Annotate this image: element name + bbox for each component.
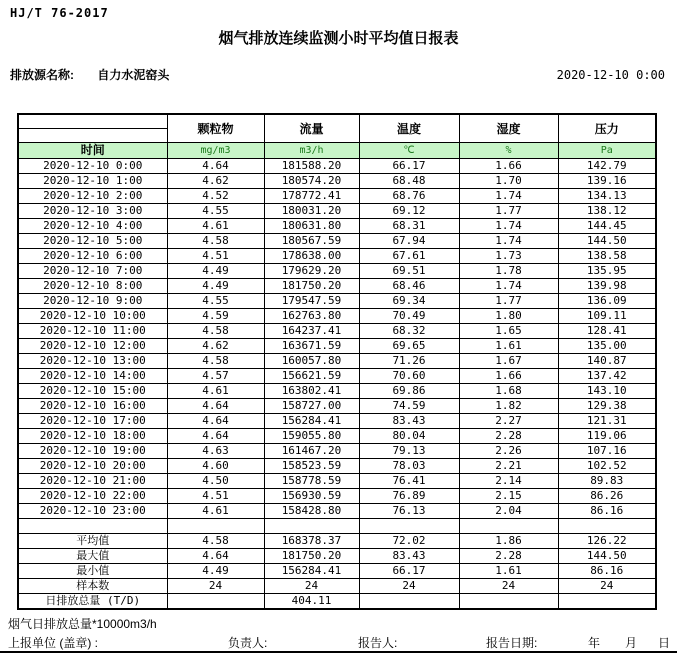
report-date-label: 报告日期: xyxy=(486,636,538,650)
table-row xyxy=(18,264,656,279)
monitoring-table xyxy=(17,113,657,610)
value-cell: 180574.20 xyxy=(264,174,359,189)
col-header-flow: 流量 xyxy=(264,114,359,143)
value-cell: 158727.00 xyxy=(264,399,359,414)
time-cell: 2020-12-10 3:00 xyxy=(18,204,167,219)
value-cell: 4.63 xyxy=(167,444,264,459)
table-row xyxy=(18,234,656,249)
table-row xyxy=(18,459,656,474)
value-cell: 4.62 xyxy=(167,174,264,189)
value-cell: 76.41 xyxy=(359,474,459,489)
corner-cell-top xyxy=(18,114,167,129)
report-unit-label: 上报单位 (盖章) : xyxy=(8,636,98,650)
value-cell: 160057.80 xyxy=(264,354,359,369)
value-cell: 4.59 xyxy=(167,309,264,324)
time-cell: 2020-12-10 11:00 xyxy=(18,324,167,339)
time-cell: 2020-12-10 10:00 xyxy=(18,309,167,324)
value-cell: 180631.80 xyxy=(264,219,359,234)
value-cell: 1.74 xyxy=(459,234,558,249)
time-cell: 2020-12-10 7:00 xyxy=(18,264,167,279)
value-cell: 178638.00 xyxy=(264,249,359,264)
time-cell: 2020-12-10 9:00 xyxy=(18,294,167,309)
time-cell: 2020-12-10 1:00 xyxy=(18,174,167,189)
value-cell: 24 xyxy=(558,579,656,594)
value-cell: 126.22 xyxy=(558,534,656,549)
summary-row xyxy=(18,534,656,549)
value-cell: 1.77 xyxy=(459,204,558,219)
table-row xyxy=(18,504,656,519)
table-row xyxy=(18,189,656,204)
year-label: 年 xyxy=(588,636,601,650)
time-cell: 2020-12-10 18:00 xyxy=(18,429,167,444)
value-cell xyxy=(264,519,359,534)
value-cell: 1.86 xyxy=(459,534,558,549)
unit-temperature: ℃ xyxy=(359,143,459,159)
value-cell: 83.43 xyxy=(359,414,459,429)
value-cell: 139.16 xyxy=(558,174,656,189)
value-cell: 4.50 xyxy=(167,474,264,489)
time-cell: 2020-12-10 20:00 xyxy=(18,459,167,474)
value-cell: 164237.41 xyxy=(264,324,359,339)
time-cell: 2020-12-10 4:00 xyxy=(18,219,167,234)
table-row xyxy=(18,369,656,384)
value-cell: 178772.41 xyxy=(264,189,359,204)
value-cell: 161467.20 xyxy=(264,444,359,459)
table-row xyxy=(18,219,656,234)
value-cell xyxy=(359,519,459,534)
value-cell: 83.43 xyxy=(359,549,459,564)
value-cell: 1.82 xyxy=(459,399,558,414)
total-emission-note: 烟气日排放总量*10000m3/h xyxy=(8,617,157,631)
value-cell: 156930.59 xyxy=(264,489,359,504)
signature-line xyxy=(0,634,677,650)
value-cell: 4.61 xyxy=(167,384,264,399)
value-cell: 109.11 xyxy=(558,309,656,324)
unit-pressure: Pa xyxy=(558,143,656,159)
value-cell: 2.15 xyxy=(459,489,558,504)
value-cell: 158428.80 xyxy=(264,504,359,519)
time-cell: 2020-12-10 17:00 xyxy=(18,414,167,429)
value-cell: 180031.20 xyxy=(264,204,359,219)
value-cell: 24 xyxy=(459,579,558,594)
value-cell xyxy=(558,519,656,534)
time-cell: 2020-12-10 15:00 xyxy=(18,384,167,399)
summary-row xyxy=(18,549,656,564)
value-cell: 66.17 xyxy=(359,159,459,174)
time-header: 时间 xyxy=(18,143,167,159)
value-cell: 86.16 xyxy=(558,504,656,519)
value-cell: 107.16 xyxy=(558,444,656,459)
value-cell: 86.16 xyxy=(558,564,656,579)
value-cell: 4.64 xyxy=(167,414,264,429)
value-cell: 2.26 xyxy=(459,444,558,459)
time-cell: 2020-12-10 6:00 xyxy=(18,249,167,264)
col-header-particulate: 颗粒物 xyxy=(167,114,264,143)
value-cell: 69.65 xyxy=(359,339,459,354)
value-cell: 1.74 xyxy=(459,189,558,204)
summary-label-cell: 最小值 xyxy=(18,564,167,579)
value-cell: 69.86 xyxy=(359,384,459,399)
col-header-pressure: 压力 xyxy=(558,114,656,143)
value-cell: 1.68 xyxy=(459,384,558,399)
value-cell: 168378.37 xyxy=(264,534,359,549)
table-body xyxy=(18,159,656,610)
value-cell: 121.31 xyxy=(558,414,656,429)
value-cell: 69.34 xyxy=(359,294,459,309)
value-cell: 1.61 xyxy=(459,564,558,579)
table-row xyxy=(18,159,656,174)
value-cell: 4.61 xyxy=(167,219,264,234)
summary-row xyxy=(18,579,656,594)
time-cell: 2020-12-10 16:00 xyxy=(18,399,167,414)
table-row xyxy=(18,414,656,429)
value-cell: 2.28 xyxy=(459,429,558,444)
value-cell: 158778.59 xyxy=(264,474,359,489)
value-cell: 119.06 xyxy=(558,429,656,444)
emission-source-label: 排放源名称: xyxy=(10,68,74,82)
reporter-label: 报告人: xyxy=(358,636,398,650)
value-cell xyxy=(167,594,264,610)
value-cell: 2.28 xyxy=(459,549,558,564)
value-cell: 163802.41 xyxy=(264,384,359,399)
blank-row xyxy=(18,519,656,534)
value-cell: 138.58 xyxy=(558,249,656,264)
value-cell: 136.09 xyxy=(558,294,656,309)
unit-particulate: mg/m3 xyxy=(167,143,264,159)
unit-humidity: % xyxy=(459,143,558,159)
value-cell: 1.73 xyxy=(459,249,558,264)
value-cell: 68.31 xyxy=(359,219,459,234)
value-cell: 4.57 xyxy=(167,369,264,384)
value-cell: 68.76 xyxy=(359,189,459,204)
value-cell: 4.64 xyxy=(167,549,264,564)
value-cell: 140.87 xyxy=(558,354,656,369)
value-cell: 68.48 xyxy=(359,174,459,189)
value-cell: 156284.41 xyxy=(264,564,359,579)
value-cell: 4.64 xyxy=(167,159,264,174)
value-cell: 158523.59 xyxy=(264,459,359,474)
summary-label-cell: 平均值 xyxy=(18,534,167,549)
value-cell: 156621.59 xyxy=(264,369,359,384)
value-cell: 4.58 xyxy=(167,354,264,369)
value-cell xyxy=(459,519,558,534)
page-bottom-rule xyxy=(0,651,677,653)
table-row xyxy=(18,384,656,399)
value-cell: 4.61 xyxy=(167,504,264,519)
value-cell: 181588.20 xyxy=(264,159,359,174)
unit-flow: m3/h xyxy=(264,143,359,159)
day-label: 日 xyxy=(658,636,671,650)
value-cell: 24 xyxy=(359,579,459,594)
value-cell: 181750.20 xyxy=(264,279,359,294)
value-cell: 70.49 xyxy=(359,309,459,324)
value-cell: 24 xyxy=(167,579,264,594)
value-cell: 71.26 xyxy=(359,354,459,369)
value-cell: 76.89 xyxy=(359,489,459,504)
units-row xyxy=(18,143,656,159)
value-cell: 4.64 xyxy=(167,429,264,444)
value-cell: 1.78 xyxy=(459,264,558,279)
value-cell: 2.04 xyxy=(459,504,558,519)
value-cell: 67.61 xyxy=(359,249,459,264)
corner-cell-bottom xyxy=(18,129,167,143)
responsible-label: 负责人: xyxy=(228,636,268,650)
value-cell: 143.10 xyxy=(558,384,656,399)
value-cell: 1.66 xyxy=(459,159,558,174)
value-cell: 139.98 xyxy=(558,279,656,294)
summary-label-cell: 最大值 xyxy=(18,549,167,564)
time-cell: 2020-12-10 21:00 xyxy=(18,474,167,489)
value-cell: 79.13 xyxy=(359,444,459,459)
table-row xyxy=(18,354,656,369)
value-cell: 1.65 xyxy=(459,324,558,339)
time-cell: 2020-12-10 5:00 xyxy=(18,234,167,249)
emission-source-name: 自力水泥窑头 xyxy=(97,68,170,82)
table-row xyxy=(18,279,656,294)
summary-label-cell: 日排放总量 (T/D) xyxy=(18,594,167,610)
table-row xyxy=(18,444,656,459)
table-row xyxy=(18,399,656,414)
value-cell: 181750.20 xyxy=(264,549,359,564)
value-cell: 4.49 xyxy=(167,279,264,294)
time-cell: 2020-12-10 14:00 xyxy=(18,369,167,384)
value-cell: 74.59 xyxy=(359,399,459,414)
value-cell: 102.52 xyxy=(558,459,656,474)
value-cell: 4.51 xyxy=(167,249,264,264)
value-cell: 4.52 xyxy=(167,189,264,204)
value-cell: 1.70 xyxy=(459,174,558,189)
table-row xyxy=(18,489,656,504)
meta-row xyxy=(10,66,665,83)
month-label: 月 xyxy=(625,636,638,650)
value-cell: 4.49 xyxy=(167,564,264,579)
value-cell: 67.94 xyxy=(359,234,459,249)
table-row xyxy=(18,294,656,309)
value-cell: 1.74 xyxy=(459,279,558,294)
time-cell: 2020-12-10 13:00 xyxy=(18,354,167,369)
header-row-pollutants xyxy=(18,114,656,129)
value-cell: 144.50 xyxy=(558,549,656,564)
value-cell: 179629.20 xyxy=(264,264,359,279)
value-cell: 76.13 xyxy=(359,504,459,519)
value-cell: 78.03 xyxy=(359,459,459,474)
table-row xyxy=(18,324,656,339)
time-cell: 2020-12-10 19:00 xyxy=(18,444,167,459)
value-cell: 4.58 xyxy=(167,324,264,339)
value-cell: 68.32 xyxy=(359,324,459,339)
standard-number: HJ/T 76-2017 xyxy=(10,6,109,20)
value-cell: 69.51 xyxy=(359,264,459,279)
time-cell: 2020-12-10 12:00 xyxy=(18,339,167,354)
value-cell: 2.27 xyxy=(459,414,558,429)
value-cell: 1.80 xyxy=(459,309,558,324)
value-cell: 72.02 xyxy=(359,534,459,549)
time-cell: 2020-12-10 0:00 xyxy=(18,159,167,174)
table-row xyxy=(18,339,656,354)
page-title: 烟气排放连续监测小时平均值日报表 xyxy=(218,30,459,47)
time-cell: 2020-12-10 22:00 xyxy=(18,489,167,504)
value-cell: 2.21 xyxy=(459,459,558,474)
value-cell: 4.62 xyxy=(167,339,264,354)
value-cell: 156284.41 xyxy=(264,414,359,429)
value-cell: 404.11 xyxy=(264,594,359,610)
value-cell: 4.64 xyxy=(167,399,264,414)
value-cell: 144.45 xyxy=(558,219,656,234)
value-cell: 70.60 xyxy=(359,369,459,384)
time-cell: 2020-12-10 8:00 xyxy=(18,279,167,294)
value-cell: 86.26 xyxy=(558,489,656,504)
value-cell xyxy=(459,594,558,610)
summary-label-cell: 样本数 xyxy=(18,579,167,594)
summary-row xyxy=(18,594,656,610)
value-cell: 4.49 xyxy=(167,264,264,279)
value-cell: 142.79 xyxy=(558,159,656,174)
value-cell: 80.04 xyxy=(359,429,459,444)
value-cell: 163671.59 xyxy=(264,339,359,354)
col-header-temperature: 温度 xyxy=(359,114,459,143)
time-cell: 2020-12-10 2:00 xyxy=(18,189,167,204)
value-cell: 162763.80 xyxy=(264,309,359,324)
emission-source xyxy=(10,66,169,83)
value-cell: 138.12 xyxy=(558,204,656,219)
table-row xyxy=(18,174,656,189)
value-cell: 135.00 xyxy=(558,339,656,354)
value-cell: 1.77 xyxy=(459,294,558,309)
value-cell: 135.95 xyxy=(558,264,656,279)
value-cell: 2.14 xyxy=(459,474,558,489)
value-cell: 159055.80 xyxy=(264,429,359,444)
value-cell: 137.42 xyxy=(558,369,656,384)
value-cell xyxy=(167,519,264,534)
value-cell xyxy=(359,594,459,610)
value-cell: 4.60 xyxy=(167,459,264,474)
table-row xyxy=(18,249,656,264)
blank-cell xyxy=(18,519,167,534)
value-cell xyxy=(558,594,656,610)
value-cell: 1.74 xyxy=(459,219,558,234)
report-datetime: 2020-12-10 0:00 xyxy=(556,68,665,82)
table-row xyxy=(18,204,656,219)
value-cell: 4.51 xyxy=(167,489,264,504)
value-cell: 4.55 xyxy=(167,204,264,219)
summary-row xyxy=(18,564,656,579)
value-cell: 4.55 xyxy=(167,294,264,309)
value-cell: 1.61 xyxy=(459,339,558,354)
value-cell: 129.38 xyxy=(558,399,656,414)
value-cell: 1.67 xyxy=(459,354,558,369)
time-cell: 2020-12-10 23:00 xyxy=(18,504,167,519)
value-cell: 179547.59 xyxy=(264,294,359,309)
table-row xyxy=(18,309,656,324)
col-header-humidity: 湿度 xyxy=(459,114,558,143)
value-cell: 4.58 xyxy=(167,534,264,549)
value-cell: 128.41 xyxy=(558,324,656,339)
value-cell: 89.83 xyxy=(558,474,656,489)
table-row xyxy=(18,474,656,489)
value-cell: 1.66 xyxy=(459,369,558,384)
value-cell: 180567.59 xyxy=(264,234,359,249)
value-cell: 68.46 xyxy=(359,279,459,294)
value-cell: 69.12 xyxy=(359,204,459,219)
value-cell: 66.17 xyxy=(359,564,459,579)
value-cell: 134.13 xyxy=(558,189,656,204)
value-cell: 24 xyxy=(264,579,359,594)
value-cell: 144.50 xyxy=(558,234,656,249)
value-cell: 4.58 xyxy=(167,234,264,249)
table-row xyxy=(18,429,656,444)
